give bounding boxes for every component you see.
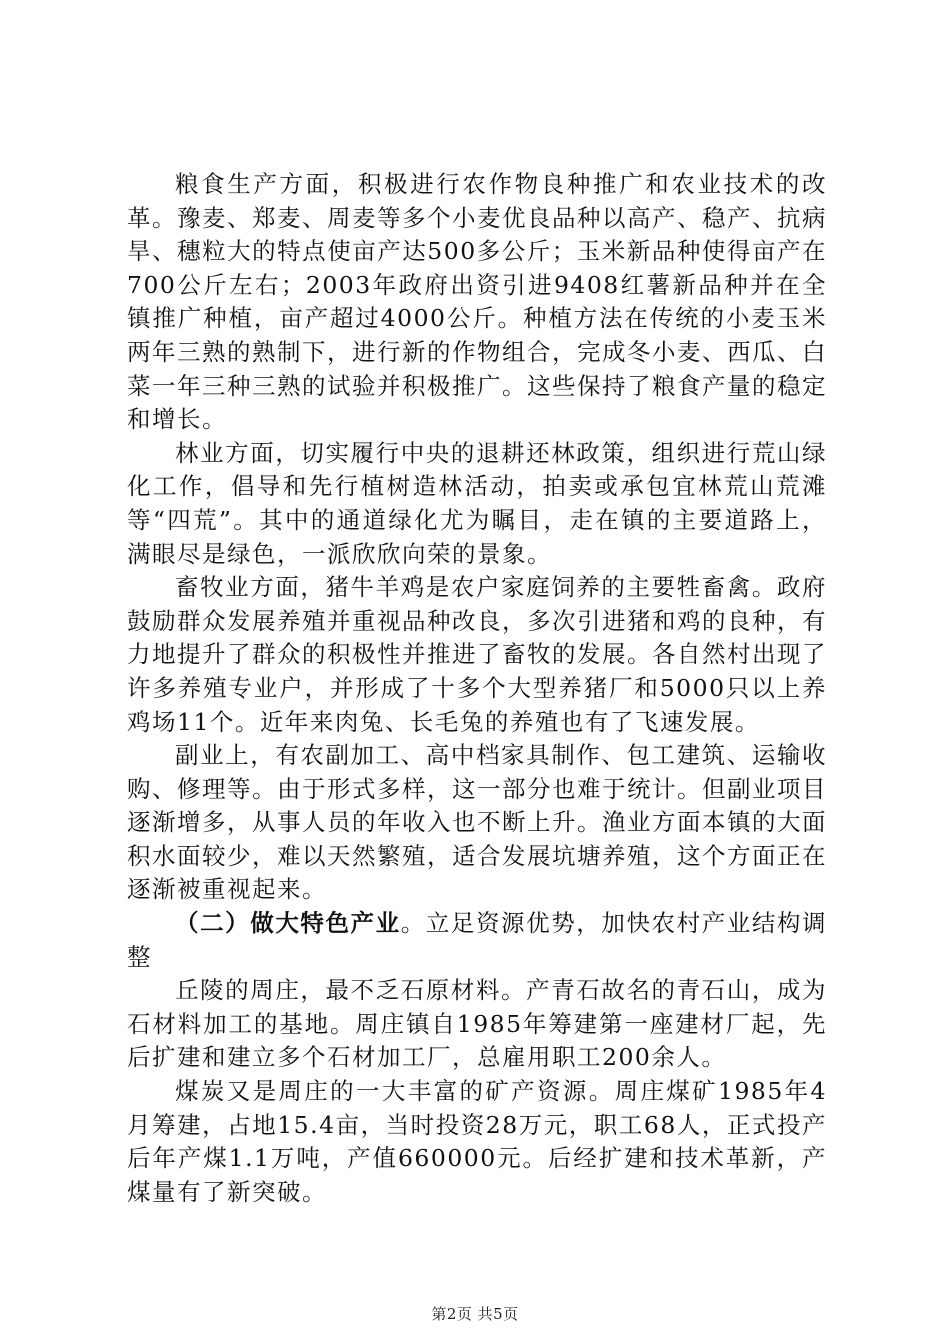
section-heading bbox=[127, 907, 827, 974]
paragraph-sideline: 副业上，有农副加工、高中档家具制作、包工建筑、运输收购、修理等。由于形式多样，这一部分也难于统计。但副业项目逐渐增多，从事人员的年收入也不断上升。渔业方面本镇的大面积水面较少，难以天然繁殖，适合发展坑塘养殖，这个方面正在逐渐被重视起来。 bbox=[127, 741, 827, 904]
section-heading-rest: 。立足资源优势，加快农村产业结构调整 bbox=[127, 909, 828, 971]
paragraph-animal-husbandry: 畜牧业方面，猪牛羊鸡是农户家庭饲养的主要牲畜禽。政府鼓励群众发展养殖并重视品种改良，多次引进猪和鸡的良种，有力地提升了群众的积极性并推进了畜牧的发展。各自然村出现了许多养殖专业户，并形成了十多个大型养猪厂和5000只以上养鸡场11个。近年来肉兔、长毛兔的养殖也有了飞速发展。 bbox=[127, 573, 827, 736]
page-number-footer: 第2页 共5页 bbox=[431, 1305, 519, 1323]
paragraph-grain-production: 粮食生产方面，积极进行农作物良种推广和农业技术的改革。豫麦、郑麦、周麦等多个小麦优良品种以高产、稳产、抗病旱、穗粒大的特点使亩产达500多公斤；玉米新品种使得亩产在700公斤左右；2003年政府出资引进9408红薯新品种并在全镇推广种植，亩产超过4000公斤。种植方法在传统的小麦玉米两年三熟的熟制下，进行新的作物组合，完成冬小麦、西瓜、白菜一年三种三熟的试验并积极推广。这些保持了粮食产量的稳定和增长。 bbox=[127, 170, 827, 434]
paragraph-stone-materials: 丘陵的周庄，最不乏石原材料。产青石故名的青石山，成为石材料加工的基地。周庄镇自1985年筹建第一座建材厂起，先后扩建和建立多个石材加工厂，总雇用职工200余人。 bbox=[127, 976, 827, 1072]
paragraph-coal: 煤炭又是周庄的一大丰富的矿产资源。周庄煤矿1985年4月筹建，占地15.4亩，当时投资28万元，职工68人，正式投产后年产煤1.1万吨，产值660000元。后经扩建和技术革新，产煤量有了新突破。 bbox=[127, 1077, 827, 1206]
section-heading-bold: （二）做大特色产业 bbox=[175, 909, 401, 938]
document-body bbox=[127, 168, 827, 1209]
paragraph-forestry: 林业方面，切实履行中央的退耕还林政策，组织进行荒山绿化工作，倡导和先行植树造林活动，拍卖或承包宜林荒山荒滩等“四荒”。其中的通道绿化尤为瞩目，走在镇的主要道路上，满眼尽是绿色，一派欣欣向荣的景象。 bbox=[127, 438, 827, 568]
